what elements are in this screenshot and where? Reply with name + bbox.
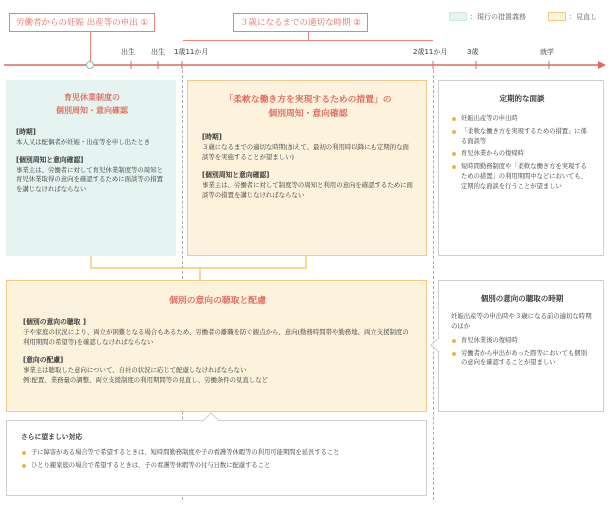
timing-pointer [430,338,440,352]
further-item: ひとり親家庭の場合で希望するときは、子の看護等休暇等の付与日数に配慮すること [21,461,414,471]
timing-list [451,336,593,368]
box-hearing-text-1: 子や家庭の状況により、両立が困難となる場合もあるため、労働者の離職を防ぐ観点から、意向(勤務時間帯や勤務地、両立支援制度の利用期間の希望等)を確認しなければならない [23,328,409,346]
box-periodic-title: 定期的な面談 [499,94,545,103]
box-flexible-timing-text: ３歳になるまでの適切な時期(加えて、最初の利用時以降にも定期的な面談等を実施することが望ましい) [202,143,409,162]
further-pointer [203,412,219,422]
tick-2y11m: 2歳11か月 [413,48,448,56]
legend-current-label: ：現行の措置義務 [470,13,526,21]
box-hearing-text-2a: 事業主は聴取した意向について、自社の状況に応じて配慮しなければならない [23,365,247,374]
box-hearing-title: 個別の意向の聴取と配慮 [169,296,266,306]
box-childcare-leave-notice [6,80,176,256]
box-childcare-leave-title: 育児休業制度の 個別周知・意向確認 [56,93,128,115]
tag-pregnancy-notice: 労働者からの妊娠 出産等の申出 ① [9,13,155,32]
box-hearing-heading-1: [個別の意向の聴取 ] [23,318,86,326]
box-periodic-interview [438,80,604,256]
box-childcare-notice-text: 事業主は、労働者に対して育児休業制度等の周知と育児休業取得の意向を確認するために面談等の措置を講じなければならない [16,165,163,194]
tick-3y: 3歳 [467,48,479,56]
box-hearing-timing [438,280,604,412]
box-timing-title: 個別の意向の聴取の時期 [480,294,564,303]
legend-new-swatch [548,12,566,21]
periodic-item: 妊娠出産等の申出時 [451,114,593,124]
timing-item: 労働者から申出があった際等においても個別の意向を確認することが望ましい [451,349,593,369]
periodic-item: 短時間勤務制度や「柔軟な働き方を実現するための措置」の利用期間中などにおいても、定期的な面談を行うことが望ましい [451,162,593,191]
further-list [21,448,414,471]
box-flexible-timing-heading: [時期] [202,133,222,142]
legend-new-label: ：見直し [569,13,597,21]
box-hearing-heading-2: [意向の配慮] [23,355,64,364]
periodic-list [451,114,593,191]
box-individual-hearing [6,280,427,412]
timing-item: 育児休業後の復帰時 [451,336,593,346]
tick-1y11m: 1歳11か月 [174,48,209,56]
periodic-item: 育児休業からの復帰時 [451,149,593,159]
box-flexible-work-notice [187,80,427,256]
box-flexible-notice-text: 事業主は、労働者に対して制度等の周知と利用の意向を確認するために面談等の措置を講じなければならない [202,180,413,199]
box-childcare-notice-heading: [個別周知と意向確認] [16,155,84,164]
tick-school: 就学 [540,48,554,56]
box-further-desirable [6,420,427,496]
box-childcare-timing-text: 本人又は配偶者が妊娠・出産等を申し出たとき [16,137,151,146]
tag2-connector [308,32,309,40]
box-timing-intro: 妊娠出産等の申出時や３歳になる前の適切な時期のほか [451,312,592,330]
tick-birth-1: 出生 [121,48,135,56]
box-childcare-timing-heading: [時期] [16,127,36,136]
further-item: 子に障害がある場合等で希望するときは、短時間勤務制度や子の看護等休暇等の利用可能期間を延長すること [21,448,414,458]
box-flexible-work-title: 「柔軟な働き方を実現するための措置」の 個別周知・意向確認 [224,95,392,120]
tick-birth-2: 出生 [151,48,165,56]
guide-2y11m [433,70,434,500]
tag2-bracket [183,40,433,41]
legend-current-swatch [449,12,467,21]
box-hearing-text-2b: 例:配置、業務量の調整、両立支援制度の利用期間等の見直し、労働条件の見直しなど [23,375,268,384]
periodic-item: 「柔軟な働き方を実現するための措置」に係る面談等 [451,127,593,147]
tag-until-age-three: ３歳になるまでの適切な時期 ② [233,13,368,32]
box-flexible-notice-heading: [個別周知と意向確認] [202,170,270,179]
box-further-title: さらに望ましい対応 [21,433,83,441]
timeline-axis [0,58,612,72]
connector-to-hearing [0,256,612,280]
